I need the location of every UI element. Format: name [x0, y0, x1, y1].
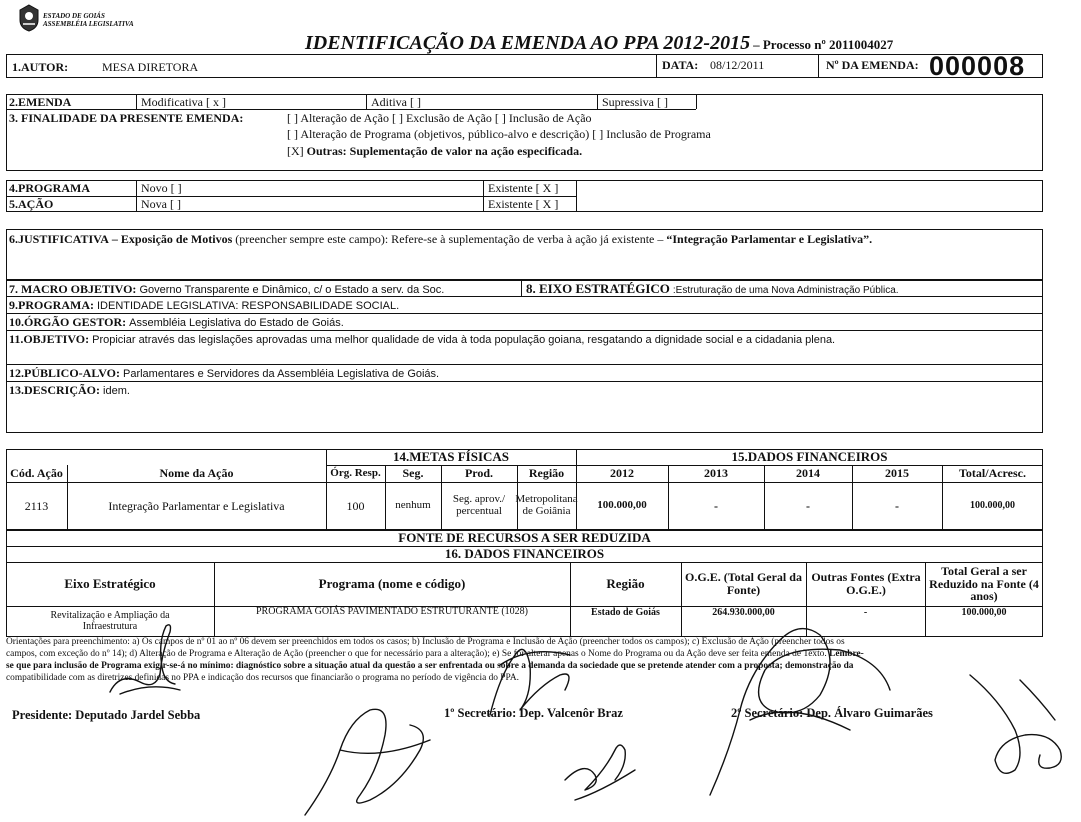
signature-scribble-5: [690, 600, 910, 800]
programa-field-value: IDENTIDADE LEGISLATIVA: RESPONSABILIDADE SOCIAL.: [96, 300, 400, 312]
fonte-h-regiao: Região: [606, 576, 645, 592]
header-2012: 2012: [610, 466, 634, 481]
logo-line2: ASSEMBLÉIA LEGISLATIVA: [43, 20, 134, 28]
signature-scribble-1: [100, 612, 190, 702]
fonte-subtitle: 16. DADOS FINANCEIROS: [444, 546, 605, 562]
objetivo: [9, 333, 835, 346]
header-cod: Cód. Ação: [10, 466, 63, 481]
emenda-number-label: Nº DA EMENDA:: [826, 58, 919, 72]
header-prod: Prod.: [464, 466, 494, 481]
logo-line1: ESTADO DE GOIÁS: [43, 12, 105, 20]
publico-label: 12.PÚBLICO-ALVO:: [9, 366, 120, 380]
row-total: 100.000,00: [970, 499, 1015, 511]
acao-existente: Existente [ X ]: [488, 197, 559, 211]
page-title: [305, 32, 893, 54]
fonte-r-total: 100.000,00: [961, 606, 1007, 618]
autor-label: 1.AUTOR:: [12, 60, 69, 74]
finalidade-line3-prefix: [X]: [287, 144, 304, 158]
fonte-r-programa: PROGRAMA GOIÁS PAVIMENTADO ESTRUTURANTE (1028): [256, 606, 528, 617]
orientacoes-line4: compatibilidade com as diretrizes definidas no PPA e indicação dos recursos que financiarão o programa no período de vigência do PPA.: [6, 673, 519, 683]
row-2012: 100.000,00: [597, 499, 647, 512]
header-seg: Seg.: [402, 466, 424, 481]
assembly-logo: [18, 4, 148, 36]
primeiro-secretario-label: 1º Secretário: Dep. Valcenôr Braz: [444, 706, 623, 720]
header-regiao: Região: [528, 466, 565, 481]
justificativa-label: 6.JUSTIFICATIVA: [9, 232, 109, 246]
data-label: DATA:: [662, 58, 699, 72]
fin-title: 15.DADOS FINANCEIROS: [731, 449, 888, 465]
header-2014: 2014: [796, 466, 820, 481]
finalidade-line3: [287, 145, 582, 158]
macro-value: Governo Transparente e Dinâmico, c/ o Estado a serv. da Soc.: [139, 284, 445, 296]
justificativa-quote: “Integração Parlamentar e Legislativa”.: [666, 232, 873, 246]
eixo-label: 8. EIXO ESTRATÉGICO: [526, 281, 670, 296]
title-text: IDENTIFICAÇÃO DA EMENDA AO PPA 2012-2015: [305, 32, 751, 54]
header-2013: 2013: [704, 466, 728, 481]
metas-title: 14.METAS FÍSICAS: [392, 449, 510, 465]
orientacoes-line2-text: campos, com exceção do nº 14); d) Alteração de Programa e Alteração de Ação (preencher o que for necessário para a alteração); e) Se for alterar apenas o Nome do Programa ou da Ação deve ser feita emenda de Texto.: [6, 649, 827, 659]
row-2013: -: [714, 498, 718, 513]
fonte-r-outras: -: [863, 606, 868, 618]
row-regiao: Metropolitana de Goiânia: [515, 493, 578, 517]
eixo-value: :Estruturação de uma Nova Administração Pública.: [672, 285, 899, 296]
orgao-gestor: [9, 316, 344, 329]
objetivo-value: Propiciar através das legislações aprovadas uma melhor qualidade de vida à toda população goiana, resgatando a dignidade social e a cidadania plena.: [92, 334, 836, 346]
fonte-h-programa: Programa (nome e código): [318, 576, 466, 592]
finalidade-label: 3. FINALIDADE DA PRESENTE EMENDA:: [9, 111, 244, 125]
justificativa-dash: – Exposição de Motivos: [111, 232, 233, 246]
signature-scribble-2: [300, 690, 440, 820]
fonte-h-total: Total Geral a ser Reduzido na Fonte (4 anos): [929, 564, 1039, 604]
segundo-secretario-label: 2º Secretário: Dep. Álvaro Guimarães: [731, 706, 933, 720]
header-total: Total/Acresc.: [959, 466, 1026, 481]
publico-value: Parlamentares e Servidores da Assembléia Legislativa de Goiás.: [123, 368, 440, 380]
fonte-r-oge: 264.930.000,00: [712, 606, 775, 618]
descricao: [9, 384, 130, 397]
fonte-h-outras: Outras Fontes (Extra O.G.E.): [811, 570, 921, 597]
row-2015: -: [895, 498, 899, 513]
programa-field: [9, 299, 399, 312]
signature-scribble-4: [555, 720, 645, 810]
finalidade-line3-bold: Outras: Suplementação de valor na ação especificada.: [306, 144, 583, 158]
justificativa-text: (preencher sempre este campo): Refere-se à suplementação de verba à ação já existente –: [235, 232, 664, 246]
orientacoes-line1: Orientações para preenchimento: a) Os campos de nº 01 ao nº 06 devem ser preenchidos em todos os casos; b) Inclusão de Programa e Inclusão de Ação (preencher todos os campos); c) Exclusão de Ação (preencher todos os: [6, 637, 845, 647]
programa-label: 4.PROGRAMA: [9, 181, 90, 195]
emenda-number-value: 000008: [929, 51, 1026, 81]
justificativa-line: [9, 233, 872, 246]
fonte-r-eixo: Revitalização e Ampliação da Infraestrutura: [50, 610, 170, 632]
eixo-estrategico: [526, 282, 899, 296]
presidente-signature-label: Presidente: Deputado Jardel Sebba: [12, 708, 201, 722]
signature-scribble-6: [960, 660, 1070, 790]
fonte-r-regiao: Estado de Goiás: [591, 606, 660, 618]
signature-scribble-3: [470, 615, 580, 725]
data-value: 08/12/2011: [710, 58, 765, 72]
emenda-modificativa: Modificativa [ x ]: [141, 95, 226, 109]
emenda-aditiva: Aditiva [ ]: [371, 95, 421, 109]
row-orgao: 100: [346, 498, 365, 513]
fonte-title: FONTE DE RECURSOS A SER REDUZIDA: [398, 530, 651, 546]
orientacoes-line3: se que para inclusão de Programa exigir-se-á no mínimo: diagnóstico sobre a situação atual da questão a ser enfrentada ou sobre a demanda da sociedade que se pretende atender com a proposta; demonstração da: [6, 661, 854, 671]
header-nome: Nome da Ação: [159, 466, 234, 481]
finalidade-line1: [ ] Alteração de Ação [ ] Exclusão de Ação [ ] Inclusão de Ação: [287, 111, 592, 125]
processo-text: – Processo nº 2011004027: [753, 37, 894, 52]
emenda-supressiva: Supressiva [ ]: [602, 95, 668, 109]
row-nome: Integração Parlamentar e Legislativa: [108, 498, 285, 513]
fonte-h-oge: O.G.E. (Total Geral da Fonte): [685, 570, 802, 597]
objetivo-label: 11.OBJETIVO:: [9, 332, 90, 346]
descricao-value: idem.: [103, 385, 130, 397]
autor-value: MESA DIRETORA: [102, 60, 199, 74]
fonte-h-eixo: Eixo Estratégico: [64, 576, 156, 592]
coat-of-arms-icon: [18, 4, 40, 32]
row-prod: Seg. aprov./ percentual: [452, 493, 506, 517]
orgao-value: Assembléia Legislativa do Estado de Goiás.: [129, 317, 344, 329]
row-cod: 2113: [24, 498, 49, 513]
row-seg: nenhum: [395, 499, 431, 512]
acao-novo: Nova [ ]: [141, 197, 181, 211]
macro-objetivo: [9, 283, 444, 296]
header-2015: 2015: [885, 466, 909, 481]
finalidade-line2: [ ] Alteração de Programa (objetivos, público-alvo e descrição) [ ] Inclusão de Programa: [287, 127, 711, 141]
publico-alvo: [9, 367, 439, 380]
row-2014: -: [806, 498, 810, 513]
orgao-label: 10.ÓRGÃO GESTOR:: [9, 315, 127, 329]
programa-field-label: 9.PROGRAMA:: [9, 298, 94, 312]
orientacoes-line2-bold: Lembre-: [829, 649, 864, 659]
descricao-label: 13.DESCRIÇÃO:: [9, 383, 101, 397]
acao-label: 5.AÇÃO: [9, 197, 54, 211]
macro-label: 7. MACRO OBJETIVO:: [9, 282, 137, 296]
programa-novo: Novo [ ]: [141, 181, 182, 195]
emenda-label: 2.EMENDA: [9, 95, 72, 109]
programa-existente: Existente [ X ]: [488, 181, 559, 195]
header-orgao: Órg. Resp.: [330, 466, 381, 479]
